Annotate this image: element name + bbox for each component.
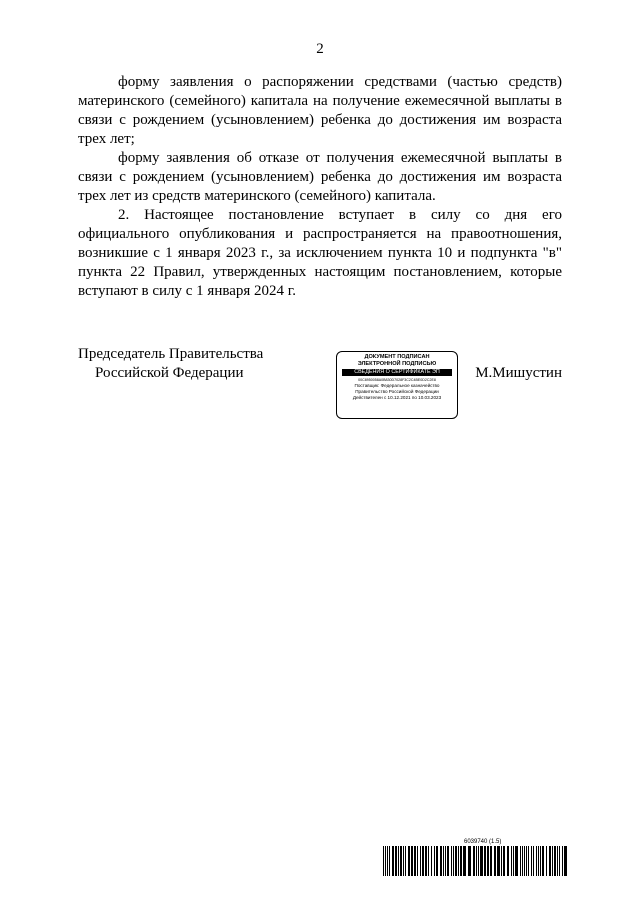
paragraph-form-disposal: форму заявления о распоряжении средствами (частью средств) материнского (семейного) капитала на получение ежемесячной выплаты в связи с рождением (усыновлением) ребенка до достижения им возраста трех лет; (78, 74, 562, 147)
stamp-serial: 00C8950058A0B830D7028F3C2C4BE0D2C2E8 (358, 378, 436, 382)
signature-block (0, 345, 640, 425)
document-code: 6039740 (1.5) (464, 839, 502, 845)
signer-position (78, 345, 263, 383)
document-body (78, 73, 562, 301)
signer-name: М.Мишустин (475, 365, 562, 381)
stamp-validity: Действителен с 10.12.2021 по 10.03.2023 (352, 395, 442, 400)
barcode-icon (383, 846, 567, 876)
stamp-title-line2: ЭЛЕКТРОННОЙ ПОДПИСЬЮ (357, 361, 437, 367)
stamp-issuer-line2: Правительство Российской Федерации (355, 389, 439, 394)
page-number: 2 (316, 41, 324, 57)
signer-position-line1: Председатель Правительства (78, 346, 264, 362)
stamp-issuer-line1: Поставщик: Федеральное казначейство (354, 383, 440, 388)
signer-position-line2: Российской Федерации (95, 365, 244, 381)
stamp-title-line1: ДОКУМЕНТ ПОДПИСАН (364, 354, 430, 360)
stamp-title (337, 354, 457, 368)
paragraph-effective-date: 2. Настоящее постановление вступает в силу со дня его официального опубликования и распространяется на правоотношения, возникшие с 1 января 2023 г., за исключением пункта 10 и подпункта "в" пункта 22 Правил, утвержденных настоящим постановлением, которые вступают в силу с 1 января 2024 г. (78, 207, 562, 299)
paragraph-form-refusal: форму заявления об отказе от получения ежемесячной выплаты в связи с рождением (усыновлением) ребенка до достижения им возраста трех лет из средств материнского (семейного) капитала. (78, 150, 562, 204)
electronic-signature-stamp (336, 351, 458, 419)
stamp-certificate-bar: СВЕДЕНИЯ О СЕРТИФИКАТЕ ЭП (342, 369, 452, 376)
